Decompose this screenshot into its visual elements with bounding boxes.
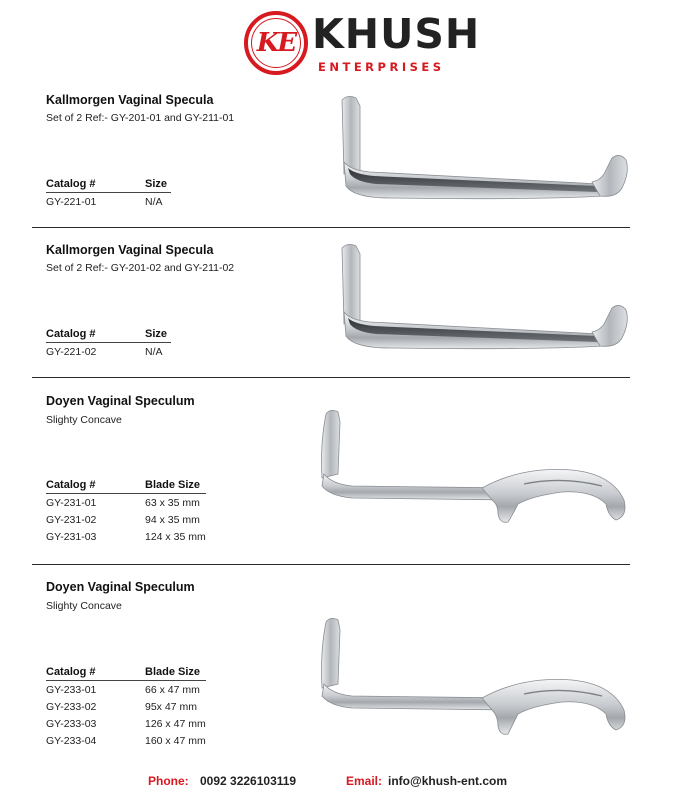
catalog-header: Catalog # xyxy=(46,479,96,491)
catalog-number: GY-233-04 xyxy=(46,735,97,747)
kallmorgen-speculum-image xyxy=(330,92,640,212)
logo-monogram: KE xyxy=(256,28,296,58)
blade-size-value: 95x 47 mm xyxy=(145,701,197,713)
catalog-number: GY-231-03 xyxy=(46,531,97,543)
blade-size-value: 66 x 47 mm xyxy=(145,684,200,696)
product-subtitle: Set of 2 Ref:- GY-201-01 and GY-211-01 xyxy=(46,112,235,124)
blade-size-value: 94 x 35 mm xyxy=(145,514,200,526)
product-subtitle: Slighty Concave xyxy=(46,600,122,612)
catalog-header: Catalog # xyxy=(46,666,96,678)
catalog-number: GY-233-02 xyxy=(46,701,97,713)
catalog-number: GY-233-03 xyxy=(46,718,97,730)
size-header: Size xyxy=(145,328,168,340)
size-value: N/A xyxy=(145,196,163,208)
catalog-number: GY-231-01 xyxy=(46,497,97,509)
catalog-table xyxy=(46,666,211,749)
table-row xyxy=(46,193,211,210)
section-divider xyxy=(32,227,630,228)
catalog-table xyxy=(46,178,211,210)
header xyxy=(0,0,689,85)
company-logo xyxy=(244,11,308,75)
product-subtitle: Set of 2 Ref:- GY-201-02 and GY-211-02 xyxy=(46,262,235,274)
catalog-number: GY-231-02 xyxy=(46,514,97,526)
section-divider xyxy=(32,564,630,565)
product-subtitle: Slighty Concave xyxy=(46,414,122,426)
table-row xyxy=(46,715,211,732)
size-value: N/A xyxy=(145,346,163,358)
blade-size-value: 124 x 35 mm xyxy=(145,531,206,543)
product-title: Doyen Vaginal Speculum xyxy=(46,580,195,594)
catalog-header: Catalog # xyxy=(46,328,96,340)
size-header: Size xyxy=(145,178,168,190)
table-row xyxy=(46,681,211,698)
catalog-header: Catalog # xyxy=(46,178,96,190)
blade-size-value: 160 x 47 mm xyxy=(145,735,206,747)
table-row xyxy=(46,698,211,715)
doyen-speculum-image xyxy=(312,404,642,532)
blade-size-value: 63 x 35 mm xyxy=(145,497,200,509)
size-header: Blade Size xyxy=(145,479,201,491)
email-address[interactable]: info@khush-ent.com xyxy=(388,774,508,788)
table-row xyxy=(46,528,211,545)
blade-size-value: 126 x 47 mm xyxy=(145,718,206,730)
catalog-number: GY-221-02 xyxy=(46,346,97,358)
product-title: Kallmorgen Vaginal Specula xyxy=(46,93,214,107)
product-title: Kallmorgen Vaginal Specula xyxy=(46,243,214,257)
brand-name: KHUSH xyxy=(312,10,481,58)
catalog-number: GY-221-01 xyxy=(46,196,97,208)
table-row xyxy=(46,343,211,360)
table-row xyxy=(46,494,211,511)
doyen-speculum-image xyxy=(312,612,642,746)
phone-label: Phone: xyxy=(148,774,189,788)
size-header: Blade Size xyxy=(145,666,201,678)
table-row xyxy=(46,511,211,528)
product-title: Doyen Vaginal Speculum xyxy=(46,394,195,408)
kallmorgen-speculum-image xyxy=(330,240,640,362)
catalog-table xyxy=(46,328,211,360)
catalog-table xyxy=(46,479,211,545)
email-label: Email: xyxy=(346,774,383,788)
table-row xyxy=(46,732,211,749)
catalog-number: GY-233-01 xyxy=(46,684,97,696)
section-divider xyxy=(32,377,630,378)
brand-subtitle: ENTERPRISES xyxy=(318,60,445,74)
contact-footer xyxy=(0,774,689,794)
phone-number[interactable]: 0092 3226103119 xyxy=(200,774,297,788)
